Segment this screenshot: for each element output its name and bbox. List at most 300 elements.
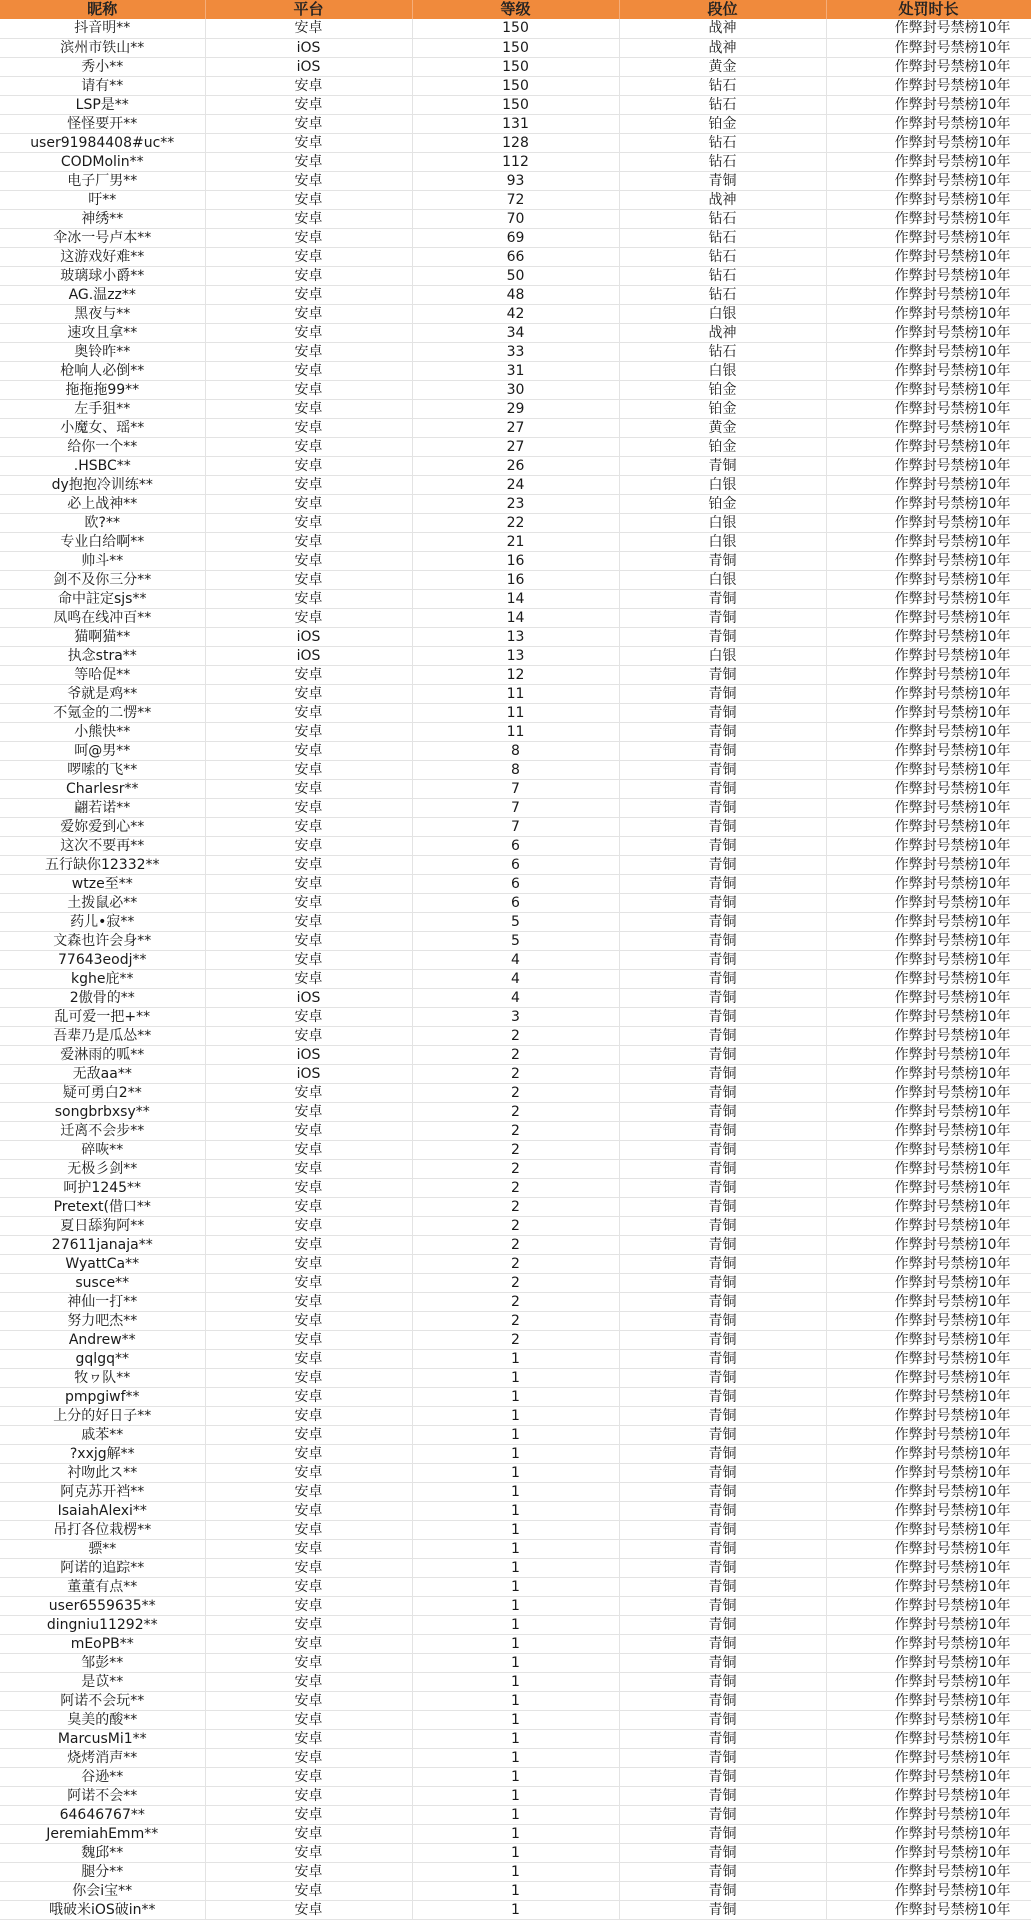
level-cell[interactable]: 2 — [412, 1235, 619, 1254]
level-cell[interactable]: 1 — [412, 1710, 619, 1729]
table-row[interactable] — [0, 874, 1031, 893]
name-cell[interactable]: 枪响人必倒** — [0, 361, 205, 380]
platform-cell[interactable]: 安卓 — [205, 19, 412, 38]
rank-cell[interactable]: 青铜 — [619, 1102, 826, 1121]
name-cell[interactable]: Charlesr** — [0, 779, 205, 798]
penalty-cell[interactable]: 作弊封号禁榜10年 — [826, 1102, 1031, 1121]
platform-cell[interactable]: 安卓 — [205, 1501, 412, 1520]
rank-cell[interactable]: 青铜 — [619, 1197, 826, 1216]
level-cell[interactable]: 6 — [412, 874, 619, 893]
rank-cell[interactable]: 青铜 — [619, 1596, 826, 1615]
table-row[interactable] — [0, 399, 1031, 418]
name-cell[interactable]: CODMolin** — [0, 152, 205, 171]
name-cell[interactable]: 衬吻此ス** — [0, 1463, 205, 1482]
table-row[interactable] — [0, 893, 1031, 912]
penalty-cell[interactable]: 作弊封号禁榜10年 — [826, 1406, 1031, 1425]
name-cell[interactable]: 专业白给啊** — [0, 532, 205, 551]
rank-cell[interactable]: 青铜 — [619, 1786, 826, 1805]
platform-cell[interactable]: 安卓 — [205, 304, 412, 323]
platform-cell[interactable]: 安卓 — [205, 1463, 412, 1482]
table-row[interactable] — [0, 1767, 1031, 1786]
name-cell[interactable]: 邹彭** — [0, 1653, 205, 1672]
platform-cell[interactable]: 安卓 — [205, 266, 412, 285]
column-header-rank[interactable]: 段位 — [619, 0, 826, 19]
platform-cell[interactable]: iOS — [205, 1064, 412, 1083]
platform-cell[interactable]: 安卓 — [205, 209, 412, 228]
penalty-cell[interactable]: 作弊封号禁榜10年 — [826, 1368, 1031, 1387]
table-row[interactable] — [0, 1140, 1031, 1159]
table-row[interactable] — [0, 1615, 1031, 1634]
name-cell[interactable]: 吁** — [0, 190, 205, 209]
penalty-cell[interactable]: 作弊封号禁榜10年 — [826, 304, 1031, 323]
name-cell[interactable]: 剑不及你三分** — [0, 570, 205, 589]
table-row[interactable] — [0, 1577, 1031, 1596]
table-row[interactable] — [0, 304, 1031, 323]
name-cell[interactable]: 爷就是鸡** — [0, 684, 205, 703]
platform-cell[interactable]: 安卓 — [205, 1273, 412, 1292]
table-row[interactable] — [0, 627, 1031, 646]
rank-cell[interactable]: 青铜 — [619, 1501, 826, 1520]
rank-cell[interactable]: 青铜 — [619, 684, 826, 703]
rank-cell[interactable]: 白银 — [619, 513, 826, 532]
rank-cell[interactable]: 青铜 — [619, 950, 826, 969]
platform-cell[interactable]: iOS — [205, 1045, 412, 1064]
name-cell[interactable]: 无极彡剑** — [0, 1159, 205, 1178]
penalty-cell[interactable]: 作弊封号禁榜10年 — [826, 95, 1031, 114]
level-cell[interactable]: 1 — [412, 1387, 619, 1406]
penalty-cell[interactable]: 作弊封号禁榜10年 — [826, 1425, 1031, 1444]
level-cell[interactable]: 69 — [412, 228, 619, 247]
table-row[interactable] — [0, 1026, 1031, 1045]
penalty-cell[interactable]: 作弊封号禁榜10年 — [826, 988, 1031, 1007]
platform-cell[interactable]: 安卓 — [205, 1330, 412, 1349]
table-row[interactable] — [0, 1824, 1031, 1843]
penalty-cell[interactable]: 作弊封号禁榜10年 — [826, 1729, 1031, 1748]
rank-cell[interactable]: 青铜 — [619, 1140, 826, 1159]
platform-cell[interactable]: 安卓 — [205, 1444, 412, 1463]
table-row[interactable] — [0, 1558, 1031, 1577]
table-row[interactable] — [0, 703, 1031, 722]
platform-cell[interactable]: 安卓 — [205, 171, 412, 190]
rank-cell[interactable]: 青铜 — [619, 1881, 826, 1900]
penalty-cell[interactable]: 作弊封号禁榜10年 — [826, 399, 1031, 418]
level-cell[interactable]: 2 — [412, 1197, 619, 1216]
level-cell[interactable]: 1 — [412, 1805, 619, 1824]
table-row[interactable] — [0, 19, 1031, 38]
name-cell[interactable]: 牧ヮ队** — [0, 1368, 205, 1387]
platform-cell[interactable]: 安卓 — [205, 836, 412, 855]
name-cell[interactable]: user6559635** — [0, 1596, 205, 1615]
table-row[interactable] — [0, 361, 1031, 380]
level-cell[interactable]: 150 — [412, 95, 619, 114]
rank-cell[interactable]: 青铜 — [619, 1729, 826, 1748]
rank-cell[interactable]: 青铜 — [619, 1121, 826, 1140]
level-cell[interactable]: 1 — [412, 1501, 619, 1520]
rank-cell[interactable]: 钻石 — [619, 95, 826, 114]
name-cell[interactable]: 无敌aa** — [0, 1064, 205, 1083]
rank-cell[interactable]: 青铜 — [619, 1045, 826, 1064]
name-cell[interactable]: 这次不要再** — [0, 836, 205, 855]
rank-cell[interactable]: 战神 — [619, 323, 826, 342]
platform-cell[interactable]: 安卓 — [205, 1140, 412, 1159]
level-cell[interactable]: 2 — [412, 1216, 619, 1235]
rank-cell[interactable]: 青铜 — [619, 798, 826, 817]
level-cell[interactable]: 150 — [412, 57, 619, 76]
platform-cell[interactable]: 安卓 — [205, 342, 412, 361]
name-cell[interactable]: 烧烤消声** — [0, 1748, 205, 1767]
rank-cell[interactable]: 钻石 — [619, 133, 826, 152]
level-cell[interactable]: 1 — [412, 1900, 619, 1919]
rank-cell[interactable]: 青铜 — [619, 1026, 826, 1045]
penalty-cell[interactable]: 作弊封号禁榜10年 — [826, 836, 1031, 855]
name-cell[interactable]: AG.温zz** — [0, 285, 205, 304]
level-cell[interactable]: 8 — [412, 741, 619, 760]
platform-cell[interactable]: 安卓 — [205, 1026, 412, 1045]
penalty-cell[interactable]: 作弊封号禁榜10年 — [826, 1501, 1031, 1520]
penalty-cell[interactable]: 作弊封号禁榜10年 — [826, 1843, 1031, 1862]
penalty-cell[interactable]: 作弊封号禁榜10年 — [826, 1216, 1031, 1235]
column-header-penalty[interactable]: 处罚时长 — [826, 0, 1031, 19]
platform-cell[interactable]: iOS — [205, 988, 412, 1007]
name-cell[interactable]: mEoPB** — [0, 1634, 205, 1653]
platform-cell[interactable]: 安卓 — [205, 114, 412, 133]
level-cell[interactable]: 1 — [412, 1862, 619, 1881]
level-cell[interactable]: 2 — [412, 1102, 619, 1121]
penalty-cell[interactable]: 作弊封号禁榜10年 — [826, 19, 1031, 38]
penalty-cell[interactable]: 作弊封号禁榜10年 — [826, 1615, 1031, 1634]
name-cell[interactable]: JeremiahEmm** — [0, 1824, 205, 1843]
level-cell[interactable]: 11 — [412, 684, 619, 703]
level-cell[interactable]: 1 — [412, 1368, 619, 1387]
name-cell[interactable]: 五行缺你12332** — [0, 855, 205, 874]
penalty-cell[interactable]: 作弊封号禁榜10年 — [826, 950, 1031, 969]
level-cell[interactable]: 1 — [412, 1406, 619, 1425]
platform-cell[interactable]: 安卓 — [205, 1292, 412, 1311]
penalty-cell[interactable]: 作弊封号禁榜10年 — [826, 1292, 1031, 1311]
penalty-cell[interactable]: 作弊封号禁榜10年 — [826, 1482, 1031, 1501]
penalty-cell[interactable]: 作弊封号禁榜10年 — [826, 323, 1031, 342]
penalty-cell[interactable]: 作弊封号禁榜10年 — [826, 114, 1031, 133]
level-cell[interactable]: 7 — [412, 798, 619, 817]
name-cell[interactable]: 文森也许会身** — [0, 931, 205, 950]
level-cell[interactable]: 1 — [412, 1463, 619, 1482]
table-row[interactable] — [0, 228, 1031, 247]
platform-cell[interactable]: 安卓 — [205, 684, 412, 703]
penalty-cell[interactable]: 作弊封号禁榜10年 — [826, 1672, 1031, 1691]
rank-cell[interactable]: 白银 — [619, 475, 826, 494]
name-cell[interactable]: 戚苯** — [0, 1425, 205, 1444]
level-cell[interactable]: 70 — [412, 209, 619, 228]
penalty-cell[interactable]: 作弊封号禁榜10年 — [826, 1064, 1031, 1083]
column-header-platform[interactable]: 平台 — [205, 0, 412, 19]
table-row[interactable] — [0, 1862, 1031, 1881]
platform-cell[interactable]: 安卓 — [205, 76, 412, 95]
rank-cell[interactable]: 青铜 — [619, 760, 826, 779]
level-cell[interactable]: 22 — [412, 513, 619, 532]
rank-cell[interactable]: 白银 — [619, 361, 826, 380]
penalty-cell[interactable]: 作弊封号禁榜10年 — [826, 1026, 1031, 1045]
name-cell[interactable]: 怪怪要开** — [0, 114, 205, 133]
penalty-cell[interactable]: 作弊封号禁榜10年 — [826, 627, 1031, 646]
table-row[interactable] — [0, 1501, 1031, 1520]
name-cell[interactable]: 呵@男** — [0, 741, 205, 760]
table-row[interactable] — [0, 1786, 1031, 1805]
name-cell[interactable]: 夏日舔狗阿** — [0, 1216, 205, 1235]
table-row[interactable] — [0, 57, 1031, 76]
level-cell[interactable]: 1 — [412, 1577, 619, 1596]
rank-cell[interactable]: 青铜 — [619, 836, 826, 855]
rank-cell[interactable]: 铂金 — [619, 494, 826, 513]
name-cell[interactable]: .HSBC** — [0, 456, 205, 475]
platform-cell[interactable]: 安卓 — [205, 874, 412, 893]
platform-cell[interactable]: 安卓 — [205, 1368, 412, 1387]
level-cell[interactable]: 4 — [412, 950, 619, 969]
table-row[interactable] — [0, 1216, 1031, 1235]
platform-cell[interactable]: 安卓 — [205, 1406, 412, 1425]
name-cell[interactable]: 翩若诺** — [0, 798, 205, 817]
level-cell[interactable]: 2 — [412, 1292, 619, 1311]
table-row[interactable] — [0, 1159, 1031, 1178]
name-cell[interactable]: 努力吧杰** — [0, 1311, 205, 1330]
rank-cell[interactable]: 黄金 — [619, 418, 826, 437]
penalty-cell[interactable]: 作弊封号禁榜10年 — [826, 1862, 1031, 1881]
platform-cell[interactable]: 安卓 — [205, 969, 412, 988]
level-cell[interactable]: 27 — [412, 437, 619, 456]
name-cell[interactable]: 欧?** — [0, 513, 205, 532]
penalty-cell[interactable]: 作弊封号禁榜10年 — [826, 247, 1031, 266]
level-cell[interactable]: 24 — [412, 475, 619, 494]
name-cell[interactable]: 董董有点** — [0, 1577, 205, 1596]
penalty-cell[interactable]: 作弊封号禁榜10年 — [826, 760, 1031, 779]
platform-cell[interactable]: 安卓 — [205, 1805, 412, 1824]
rank-cell[interactable]: 青铜 — [619, 855, 826, 874]
rank-cell[interactable]: 青铜 — [619, 1824, 826, 1843]
penalty-cell[interactable]: 作弊封号禁榜10年 — [826, 1197, 1031, 1216]
rank-cell[interactable]: 青铜 — [619, 551, 826, 570]
table-row[interactable] — [0, 342, 1031, 361]
penalty-cell[interactable]: 作弊封号禁榜10年 — [826, 1330, 1031, 1349]
level-cell[interactable]: 2 — [412, 1026, 619, 1045]
rank-cell[interactable]: 青铜 — [619, 1767, 826, 1786]
rank-cell[interactable]: 青铜 — [619, 1387, 826, 1406]
rank-cell[interactable]: 青铜 — [619, 1007, 826, 1026]
rank-cell[interactable]: 白银 — [619, 304, 826, 323]
name-cell[interactable]: 骠** — [0, 1539, 205, 1558]
platform-cell[interactable]: iOS — [205, 646, 412, 665]
name-cell[interactable]: 你会i宝** — [0, 1881, 205, 1900]
platform-cell[interactable]: 安卓 — [205, 1349, 412, 1368]
level-cell[interactable]: 48 — [412, 285, 619, 304]
rank-cell[interactable]: 青铜 — [619, 874, 826, 893]
name-cell[interactable]: 抖音明** — [0, 19, 205, 38]
rank-cell[interactable]: 白银 — [619, 532, 826, 551]
platform-cell[interactable]: 安卓 — [205, 855, 412, 874]
name-cell[interactable]: 77643eodj** — [0, 950, 205, 969]
name-cell[interactable]: kghe庇** — [0, 969, 205, 988]
name-cell[interactable]: 碎咴** — [0, 1140, 205, 1159]
penalty-cell[interactable]: 作弊封号禁榜10年 — [826, 532, 1031, 551]
penalty-cell[interactable]: 作弊封号禁榜10年 — [826, 380, 1031, 399]
name-cell[interactable]: 猫啊猫** — [0, 627, 205, 646]
name-cell[interactable]: 帅斗** — [0, 551, 205, 570]
rank-cell[interactable]: 铂金 — [619, 437, 826, 456]
penalty-cell[interactable]: 作弊封号禁榜10年 — [826, 1691, 1031, 1710]
level-cell[interactable]: 23 — [412, 494, 619, 513]
penalty-cell[interactable]: 作弊封号禁榜10年 — [826, 418, 1031, 437]
rank-cell[interactable]: 青铜 — [619, 1577, 826, 1596]
penalty-cell[interactable]: 作弊封号禁榜10年 — [826, 646, 1031, 665]
name-cell[interactable]: 64646767** — [0, 1805, 205, 1824]
platform-cell[interactable]: 安卓 — [205, 1900, 412, 1919]
level-cell[interactable]: 13 — [412, 627, 619, 646]
name-cell[interactable]: 上分的好日子** — [0, 1406, 205, 1425]
name-cell[interactable]: 左手狙** — [0, 399, 205, 418]
rank-cell[interactable]: 青铜 — [619, 1615, 826, 1634]
rank-cell[interactable]: 青铜 — [619, 1634, 826, 1653]
name-cell[interactable]: 2傲骨的** — [0, 988, 205, 1007]
table-row[interactable] — [0, 722, 1031, 741]
name-cell[interactable]: 滨州市铁山** — [0, 38, 205, 57]
rank-cell[interactable]: 青铜 — [619, 1444, 826, 1463]
table-row[interactable] — [0, 1596, 1031, 1615]
table-row[interactable] — [0, 1881, 1031, 1900]
name-cell[interactable]: 呵护1245** — [0, 1178, 205, 1197]
table-row[interactable] — [0, 1121, 1031, 1140]
table-row[interactable] — [0, 1311, 1031, 1330]
rank-cell[interactable]: 青铜 — [619, 1862, 826, 1881]
name-cell[interactable]: 土拨鼠必** — [0, 893, 205, 912]
name-cell[interactable]: 必上战神** — [0, 494, 205, 513]
name-cell[interactable]: wtze至** — [0, 874, 205, 893]
table-row[interactable] — [0, 855, 1031, 874]
level-cell[interactable]: 1 — [412, 1843, 619, 1862]
platform-cell[interactable]: 安卓 — [205, 760, 412, 779]
platform-cell[interactable]: 安卓 — [205, 95, 412, 114]
platform-cell[interactable]: 安卓 — [205, 817, 412, 836]
name-cell[interactable]: 执念stra** — [0, 646, 205, 665]
rank-cell[interactable]: 青铜 — [619, 1292, 826, 1311]
rank-cell[interactable]: 青铜 — [619, 1843, 826, 1862]
platform-cell[interactable]: 安卓 — [205, 1520, 412, 1539]
name-cell[interactable]: 爱淋雨的呱** — [0, 1045, 205, 1064]
name-cell[interactable]: 不氪金的二愣** — [0, 703, 205, 722]
table-row[interactable] — [0, 1178, 1031, 1197]
level-cell[interactable]: 34 — [412, 323, 619, 342]
name-cell[interactable]: dy抱抱冷训练** — [0, 475, 205, 494]
table-row[interactable] — [0, 1444, 1031, 1463]
table-row[interactable] — [0, 1463, 1031, 1482]
penalty-cell[interactable]: 作弊封号禁榜10年 — [826, 57, 1031, 76]
table-row[interactable] — [0, 1197, 1031, 1216]
penalty-cell[interactable]: 作弊封号禁榜10年 — [826, 1273, 1031, 1292]
name-cell[interactable]: 阿诺的追踪** — [0, 1558, 205, 1577]
level-cell[interactable]: 2 — [412, 1064, 619, 1083]
name-cell[interactable]: 神仙一打** — [0, 1292, 205, 1311]
level-cell[interactable]: 1 — [412, 1824, 619, 1843]
level-cell[interactable]: 8 — [412, 760, 619, 779]
platform-cell[interactable]: 安卓 — [205, 1235, 412, 1254]
platform-cell[interactable]: 安卓 — [205, 247, 412, 266]
penalty-cell[interactable]: 作弊封号禁榜10年 — [826, 76, 1031, 95]
platform-cell[interactable]: 安卓 — [205, 1824, 412, 1843]
penalty-cell[interactable]: 作弊封号禁榜10年 — [826, 855, 1031, 874]
penalty-cell[interactable]: 作弊封号禁榜10年 — [826, 513, 1031, 532]
penalty-cell[interactable]: 作弊封号禁榜10年 — [826, 1349, 1031, 1368]
level-cell[interactable]: 5 — [412, 912, 619, 931]
penalty-cell[interactable]: 作弊封号禁榜10年 — [826, 1710, 1031, 1729]
platform-cell[interactable]: 安卓 — [205, 779, 412, 798]
name-cell[interactable]: 爱妳爱到心** — [0, 817, 205, 836]
column-header-level[interactable]: 等级 — [412, 0, 619, 19]
rank-cell[interactable]: 青铜 — [619, 1425, 826, 1444]
penalty-cell[interactable]: 作弊封号禁榜10年 — [826, 798, 1031, 817]
penalty-cell[interactable]: 作弊封号禁榜10年 — [826, 456, 1031, 475]
platform-cell[interactable]: 安卓 — [205, 228, 412, 247]
rank-cell[interactable]: 青铜 — [619, 1064, 826, 1083]
rank-cell[interactable]: 青铜 — [619, 1311, 826, 1330]
table-row[interactable] — [0, 779, 1031, 798]
platform-cell[interactable]: 安卓 — [205, 1672, 412, 1691]
rank-cell[interactable]: 钻石 — [619, 285, 826, 304]
platform-cell[interactable]: 安卓 — [205, 893, 412, 912]
platform-cell[interactable]: 安卓 — [205, 1691, 412, 1710]
table-row[interactable] — [0, 931, 1031, 950]
level-cell[interactable]: 16 — [412, 551, 619, 570]
platform-cell[interactable]: 安卓 — [205, 931, 412, 950]
table-row[interactable] — [0, 1710, 1031, 1729]
level-cell[interactable]: 1 — [412, 1539, 619, 1558]
name-cell[interactable]: 吊打各位栽楞** — [0, 1520, 205, 1539]
penalty-cell[interactable]: 作弊封号禁榜10年 — [826, 969, 1031, 988]
platform-cell[interactable]: 安卓 — [205, 912, 412, 931]
level-cell[interactable]: 150 — [412, 76, 619, 95]
table-row[interactable] — [0, 1254, 1031, 1273]
table-row[interactable] — [0, 114, 1031, 133]
rank-cell[interactable]: 青铜 — [619, 741, 826, 760]
platform-cell[interactable]: 安卓 — [205, 1634, 412, 1653]
penalty-cell[interactable]: 作弊封号禁榜10年 — [826, 209, 1031, 228]
level-cell[interactable]: 21 — [412, 532, 619, 551]
name-cell[interactable]: 伞冰一号卢本** — [0, 228, 205, 247]
table-row[interactable] — [0, 1520, 1031, 1539]
platform-cell[interactable]: 安卓 — [205, 513, 412, 532]
platform-cell[interactable]: 安卓 — [205, 1197, 412, 1216]
rank-cell[interactable]: 青铜 — [619, 722, 826, 741]
rank-cell[interactable]: 战神 — [619, 190, 826, 209]
penalty-cell[interactable]: 作弊封号禁榜10年 — [826, 1805, 1031, 1824]
table-row[interactable] — [0, 266, 1031, 285]
rank-cell[interactable]: 青铜 — [619, 779, 826, 798]
name-cell[interactable]: 臭美的酸** — [0, 1710, 205, 1729]
level-cell[interactable]: 1 — [412, 1691, 619, 1710]
platform-cell[interactable]: 安卓 — [205, 1710, 412, 1729]
platform-cell[interactable]: 安卓 — [205, 1539, 412, 1558]
level-cell[interactable]: 31 — [412, 361, 619, 380]
platform-cell[interactable]: 安卓 — [205, 1653, 412, 1672]
level-cell[interactable]: 2 — [412, 1140, 619, 1159]
name-cell[interactable]: Pretext(借口** — [0, 1197, 205, 1216]
table-row[interactable] — [0, 1425, 1031, 1444]
penalty-cell[interactable]: 作弊封号禁榜10年 — [826, 1824, 1031, 1843]
rank-cell[interactable]: 青铜 — [619, 1406, 826, 1425]
table-row[interactable] — [0, 171, 1031, 190]
level-cell[interactable]: 4 — [412, 969, 619, 988]
name-cell[interactable]: user91984408#uc** — [0, 133, 205, 152]
platform-cell[interactable]: 安卓 — [205, 1178, 412, 1197]
platform-cell[interactable]: 安卓 — [205, 665, 412, 684]
table-row[interactable] — [0, 608, 1031, 627]
platform-cell[interactable]: 安卓 — [205, 1577, 412, 1596]
